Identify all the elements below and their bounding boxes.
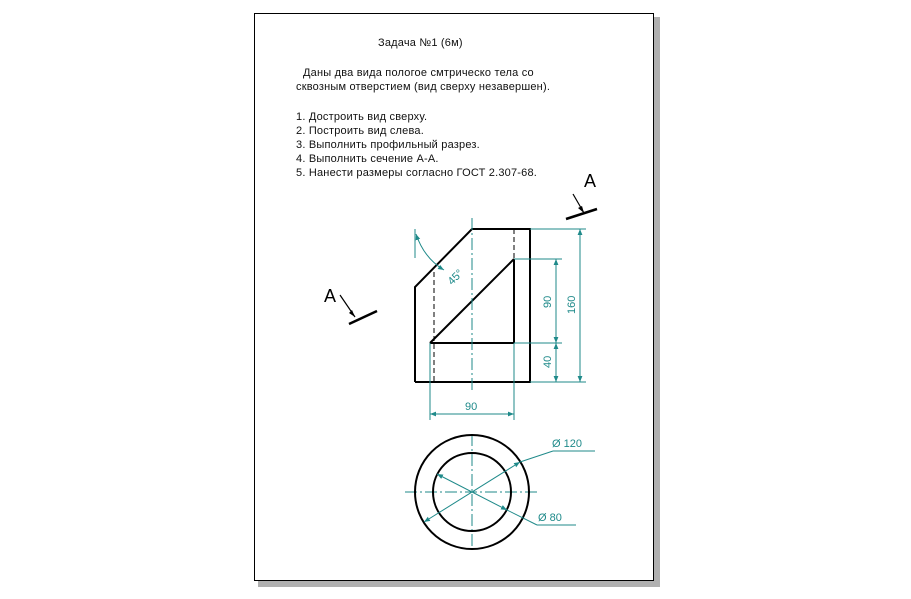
task-intro-line-2: сквозным отверстием (вид сверху незавершен). [296,81,551,93]
task-title: Задача №1 (6м) [378,37,463,49]
angle-value: 45° [445,267,466,288]
task-item-2: 2. Построить вид слева. [296,125,424,137]
section-mark-top [566,171,597,219]
front-view [415,218,530,392]
section-mark-left [324,286,377,324]
dim-diameter-inner: Ø 80 [538,512,562,524]
task-item-4: 4. Выполнить сечение А-А. [296,153,439,165]
task-item-1: 1. Достроить вид сверху. [296,111,428,123]
dim-height-lower: 40 [542,355,554,368]
dim-width: 90 [465,401,478,413]
task-intro-line-1: Даны два вида пологое смтрическо тела со [303,67,534,79]
dim-height-total: 160 [566,295,578,314]
dim-diameter-outer: Ø 120 [552,438,582,450]
vertical-dimensions [514,229,586,382]
section-label-top: А [584,171,597,191]
task-item-5: 5. Нанести размеры согласно ГОСТ 2.307-68. [296,167,538,179]
dim-height-upper: 90 [542,295,554,308]
top-view [405,434,595,550]
task-item-3: 3. Выполнить профильный разрез. [296,139,480,151]
section-label-left: А [324,286,337,306]
